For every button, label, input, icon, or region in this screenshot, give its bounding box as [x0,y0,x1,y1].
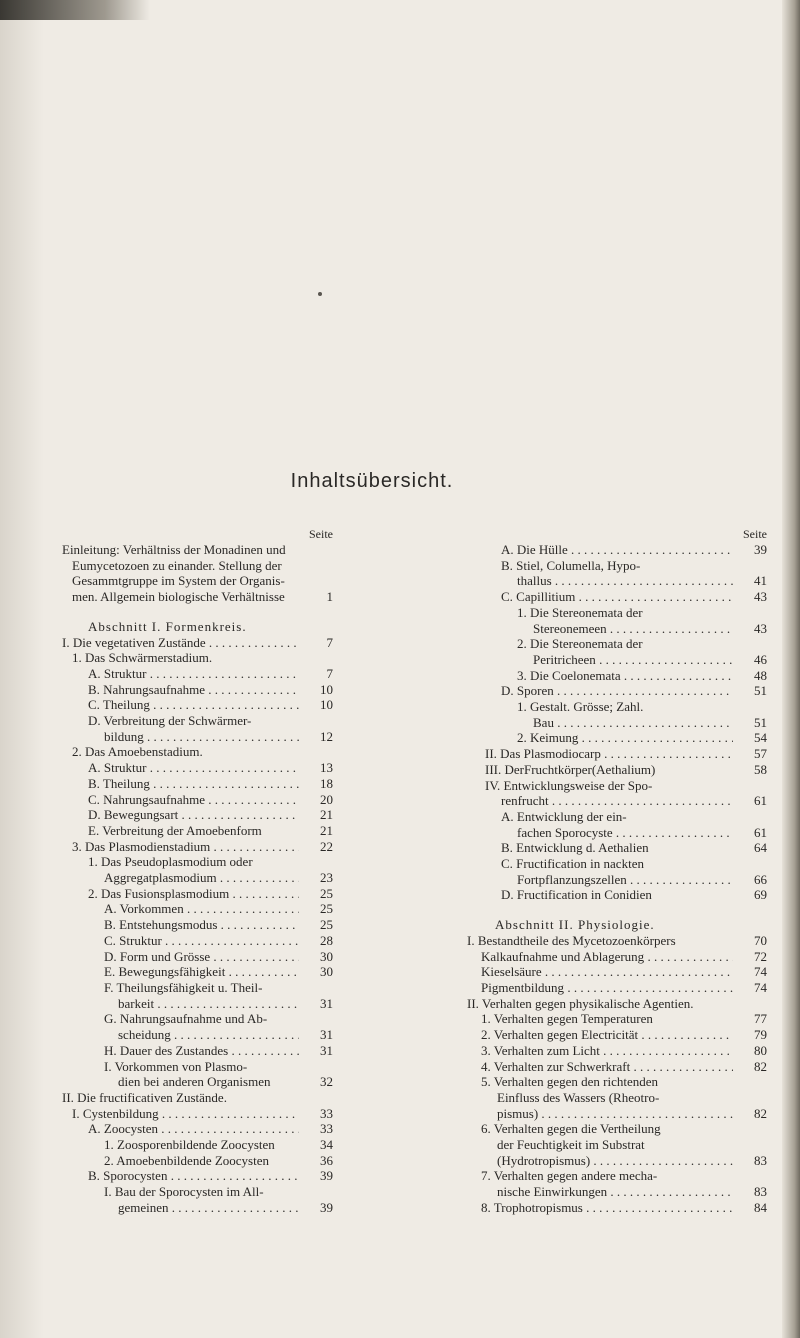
toc-entry-page: 31 [320,1042,333,1058]
toc-entry [467,683,767,699]
toc-entry-page: 57 [754,746,767,762]
toc-entry [467,809,767,825]
spacer [467,903,767,917]
toc-entry [467,558,767,574]
toc-entry [28,870,333,886]
toc-entry [28,980,333,996]
toc-entry-page: 23 [320,870,333,886]
toc-entry-page: 18 [320,775,333,791]
toc-entry-page: 82 [754,1058,767,1074]
toc-entry-title: B. Entstehungsmodus . . . [104,917,299,933]
toc-entry-page: 51 [754,683,767,699]
toc-entry-title: 2. Das Fusionsplasmodium . . . [88,886,299,902]
toc-entry [28,1137,333,1153]
toc-entry-title: 1. Verhalten gegen Temperaturen [481,1011,653,1027]
toc-entry [28,823,333,839]
toc-entry-page: 10 [320,681,333,697]
toc-entry-title: C. Theilung . . . [88,697,299,713]
toc-entry [467,887,767,903]
toc-entry-title: 2. Die Stereonemata der [517,636,643,652]
toc-entry-title: Kalkaufnahme und Ablagerung . . . [481,949,733,965]
toc-entry [28,964,333,980]
toc-entry-title: der Feuchtigkeit im Substrat [497,1137,645,1153]
toc-entry [467,1027,767,1043]
toc-entry-title: barkeit . . . [118,996,299,1012]
toc-entry-page: 39 [754,542,767,557]
toc-entry-title: B. Entwicklung d. Aethalien [501,840,649,856]
toc-entry [467,778,767,794]
toc-entry-page: 80 [754,1042,767,1058]
toc-entry [28,1153,333,1169]
toc-entry-title: C. Fructification in nackten [501,856,644,872]
toc-entry [467,964,767,980]
toc-entry [28,1074,333,1090]
toc-entry [28,697,333,713]
toc-entry-title: I. Vorkommen von Plasmo- [104,1058,248,1074]
toc-entry [467,573,767,589]
toc-entry-title: scheidung . . . [118,1027,299,1043]
toc-entry-title: 3. Die Coelonemata . . . [517,668,733,684]
toc-entry [467,1184,767,1200]
toc-entry-title: 1. Gestalt. Grösse; Zahl. [517,699,644,715]
toc-entry-title: Peritricheen . . . [533,652,733,668]
toc-entry [467,605,767,621]
toc-entry [28,729,333,745]
toc-entry-page: 30 [320,948,333,964]
toc-entry-title: 5. Verhalten gegen den richtenden [481,1074,658,1090]
toc-entry [467,1011,767,1027]
toc-entry-title: H. Dauer des Zustandes . . . [104,1043,299,1059]
toc-entry [28,650,333,666]
spacer [28,605,333,619]
toc-entry-title: gemeinen . . . [118,1200,299,1216]
toc-entry [28,589,333,605]
toc-entry-title: thallus . . . [517,573,733,589]
toc-entry-title: pismus) . . . [497,1106,733,1122]
toc-entry [28,807,333,823]
toc-entry [28,1090,333,1106]
toc-entry-title: I. Die vegetativen Zustände . . . [62,635,299,651]
toc-entry-page: 13 [320,760,333,776]
toc-entry-title: 3. Das Plasmodienstadium . . . [72,839,299,855]
toc-entry-title: II. Die fructificativen Zustände. [62,1089,227,1105]
toc-entry-title: 7. Verhalten gegen andere mecha- [481,1168,658,1184]
toc-entry [467,652,767,668]
toc-entry [28,933,333,949]
toc-entry-page: 84 [754,1199,767,1215]
toc-entry [467,1200,767,1216]
toc-entry [28,635,333,651]
toc-entry-title: D. Form und Grösse . . . [104,949,299,965]
toc-entry-page: 70 [754,932,767,948]
toc-entry-title: 2. Verhalten gegen Electricität . . . [481,1027,733,1043]
toc-entry-page: 31 [320,1027,333,1043]
toc-entry-page: 83 [754,1152,767,1168]
toc-entry-title: C. Struktur . . . [104,933,299,949]
toc-entry-page: 39 [320,1199,333,1215]
page-column-label: Seite [743,527,767,541]
toc-entry-title: 6. Verhalten gegen die Vertheilung [481,1121,661,1137]
toc-entry-page: 46 [754,651,767,667]
toc-entry-title: D. Fructification in Conidien [501,887,652,903]
toc-entry [28,573,333,589]
toc-entry-page: 28 [320,932,333,948]
toc-entry-title: A. Struktur . . . [88,666,299,682]
page-heading: Inhaltsübersicht. [290,470,454,492]
toc-entry-title: fachen Sporocyste . . . [517,825,733,841]
toc-entry [467,1168,767,1184]
toc-entry-page: 39 [320,1168,333,1184]
section-heading [28,619,333,635]
toc-entry-title: II. Das Plasmodiocarp . . . [485,746,733,762]
toc-entry-title: B. Theilung . . . [88,776,299,792]
toc-entry-page: 1 [326,589,333,605]
toc-entry-page: 69 [754,887,767,903]
toc-entry [467,793,767,809]
toc-entry-title: Stereonemeen . . . [533,621,733,637]
toc-entry-title: Einfluss des Wassers (Rheotro- [497,1089,660,1105]
toc-entry-page: 51 [754,714,767,730]
toc-entry-page: 79 [754,1027,767,1043]
toc-entry [28,558,333,574]
toc-entry-page: 21 [320,822,333,838]
toc-entry-page: 61 [754,793,767,809]
toc-entry-title: 1. Zoosporenbildende Zoocysten [104,1137,275,1153]
toc-entry [467,1043,767,1059]
toc-entry [28,1200,333,1216]
toc-entry-title: Abschnitt I. Formenkreis. [88,618,247,634]
toc-entry-title: D. Bewegungsart . . . [88,807,299,823]
toc-entry [28,1121,333,1137]
toc-entry [28,1168,333,1184]
toc-entry-title: Abschnitt II. Physiologie. [495,917,655,933]
toc-entry-page: 31 [320,995,333,1011]
toc-entry-page: 43 [754,620,767,636]
toc-entry [467,933,767,949]
toc-entry-page: 61 [754,824,767,840]
toc-entry-title: dien bei anderen Organismen [118,1074,271,1090]
toc-entry [28,949,333,965]
toc-entry [28,744,333,760]
toc-entry-page: 41 [754,573,767,589]
toc-entry-title: A. Die Hülle . . . [501,542,733,558]
toc-entry-page: 12 [320,728,333,744]
toc-entry-page: 30 [320,964,333,980]
toc-entry-title: bildung . . . [104,729,299,745]
toc-entry-title: C. Nahrungsaufnahme . . . [88,792,299,808]
toc-entry [467,542,767,558]
toc-entry [28,1011,333,1027]
toc-entry-page: 22 [320,838,333,854]
toc-entry [28,1184,333,1200]
toc-entry-title: E. Bewegungsfähigkeit . . . [104,964,299,980]
toc-entry-title: D. Sporen . . . [501,683,733,699]
toc-entry [467,1090,767,1106]
toc-entry-title: Pigmentbildung . . . [481,980,733,996]
toc-entry [467,730,767,746]
toc-entry-title: A. Entwicklung der ein- [501,808,627,824]
section-heading [467,917,767,933]
toc-entry-title: A. Zoocysten . . . [88,1121,299,1137]
toc-entry-title: 1. Das Pseudoplasmodium oder [88,854,253,870]
toc-entry-page: 77 [754,1011,767,1027]
toc-entry [28,792,333,808]
toc-entry [467,762,767,778]
toc-entry-page: 10 [320,697,333,713]
toc-entry [28,776,333,792]
toc-entry [28,666,333,682]
toc-entry-title: A. Struktur . . . [88,760,299,776]
toc-entry-title: 2. Keimung . . . [517,730,733,746]
toc-entry-title: B. Nahrungsaufnahme . . . [88,682,299,698]
toc-entry-page: 48 [754,667,767,683]
toc-entry-title: 2. Amoebenbildende Zoocysten [104,1152,269,1168]
toc-entry-title: Fortpflanzungszellen . . . [517,872,733,888]
toc-entry-title: Bau . . . [533,715,733,731]
toc-column-left [28,527,333,1216]
toc-entry [467,1059,767,1075]
toc-entry-page: 21 [320,807,333,823]
toc-entry-page: 7 [326,634,333,650]
toc-entry-page: 74 [754,964,767,980]
toc-entry [467,856,767,872]
toc-entry-page: 72 [754,948,767,964]
toc-entry [467,668,767,684]
toc-entry-page: 25 [320,917,333,933]
toc-entry-title: Aggregatplasmodium . . . [104,870,299,886]
toc-entry [467,840,767,856]
toc-entry-title: 2. Das Amoebenstadium. [72,744,203,760]
toc-entry-page: 25 [320,901,333,917]
toc-entry [467,1074,767,1090]
toc-entry-title: 1. Die Stereonemata der [517,604,643,620]
toc-entry-title: I. Bau der Sporocysten im All- [104,1184,264,1200]
toc-entry-page: 66 [754,871,767,887]
toc-entry-title: III. DerFruchtkörper(Aethalium) [485,761,656,777]
toc-entry-title: II. Verhalten gegen physikalische Agentien. [467,995,694,1011]
toc-entry [28,713,333,729]
toc-entry [467,715,767,731]
toc-entry-title: renfrucht . . . [501,793,733,809]
toc-entry-title: 3. Verhalten zum Licht . . . [481,1043,733,1059]
toc-entry-title: 4. Verhalten zur Schwerkraft . . . [481,1059,733,1075]
toc-entry [467,980,767,996]
toc-entry-title: Eumycetozoen zu einander. Stellung der [72,557,282,573]
toc-entry-title: E. Verbreitung der Amoebenform [88,822,262,838]
toc-column-right [467,527,767,1216]
toc-entry [28,682,333,698]
toc-entry [28,1059,333,1075]
toc-entry-title: B. Sporocysten . . . [88,1168,299,1184]
toc-entry [28,542,333,558]
toc-entry-page: 33 [320,1121,333,1137]
toc-entry [28,1043,333,1059]
toc-entry-page: 82 [754,1105,767,1121]
toc-entry-title: Gesammtgruppe im System der Organis- [72,573,285,589]
toc-entry [467,1121,767,1137]
toc-entry-page: 34 [320,1137,333,1153]
toc-entry-page: 7 [326,665,333,681]
toc-entry-page: 25 [320,885,333,901]
toc-entry-title: C. Capillitium . . . [501,589,733,605]
toc-entry [467,1106,767,1122]
toc-entry-title: I. Bestandtheile des Mycetozoenkörpers [467,932,676,948]
page-column-label: Seite [309,527,333,541]
toc-entry-title: A. Vorkommen . . . [104,901,299,917]
toc-entry-title: D. Verbreitung der Schwärmer- [88,713,252,729]
toc-entry-title: I. Cystenbildung . . . [72,1106,299,1122]
toc-entry-title: (Hydrotropismus) . . . [497,1153,733,1169]
toc-entry [467,636,767,652]
toc-entry-title: F. Theilungsfähigkeit u. Theil- [104,979,263,995]
page-stain [0,0,150,20]
toc-entry-title: IV. Entwicklungsweise der Spo- [485,777,653,793]
toc-entry-page: 33 [320,1105,333,1121]
toc-entry [28,917,333,933]
toc-entry [467,825,767,841]
toc-entry [28,886,333,902]
toc-entry [28,1027,333,1043]
toc-entry-title: Einleitung: Verhältniss der Monadinen und [62,542,286,557]
page-edge-right [782,0,800,1338]
toc-entry-page: 32 [320,1074,333,1090]
toc-entry-title: men. Allgemein biologische Verhältnisse [72,589,285,605]
toc-entry [28,1106,333,1122]
toc-entry [467,621,767,637]
toc-entry [467,949,767,965]
toc-entry [28,854,333,870]
toc-entry [467,699,767,715]
toc-entry [467,746,767,762]
toc-entry-page: 43 [754,589,767,605]
toc-entry-title: 1. Das Schwärmerstadium. [72,650,213,666]
toc-entry-page: 54 [754,730,767,746]
toc-entry-title: nische Einwirkungen . . . [497,1184,733,1200]
toc-entry [467,1137,767,1153]
toc-entry [467,872,767,888]
toc-entry-page: 58 [754,761,767,777]
toc-entry [467,589,767,605]
toc-entry-page: 36 [320,1152,333,1168]
toc-entry [28,901,333,917]
ink-speck [318,292,322,296]
toc-entry-title: G. Nahrungsaufnahme und Ab- [104,1011,268,1027]
toc-entry-page: 83 [754,1184,767,1200]
toc-entry-title: 8. Trophotropismus . . . [481,1200,733,1216]
toc-entry [28,996,333,1012]
toc-entry [467,1153,767,1169]
toc-entry [28,760,333,776]
toc-entry-title: B. Stiel, Columella, Hypo- [501,557,641,573]
toc-entry [28,839,333,855]
toc-entry-page: 74 [754,979,767,995]
toc-entry [467,996,767,1012]
toc-entry-page: 20 [320,791,333,807]
toc-entry-page: 64 [754,840,767,856]
toc-entry-title: Kieselsäure . . . [481,964,733,980]
